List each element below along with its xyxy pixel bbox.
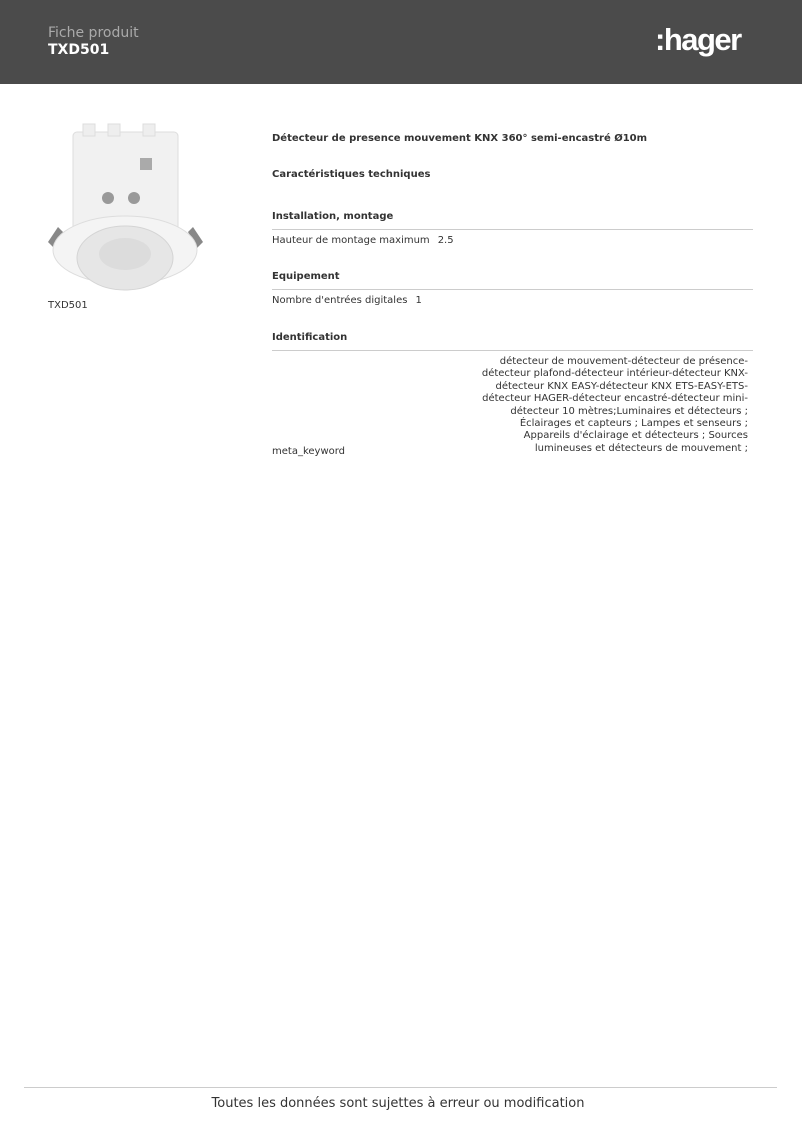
footer-disclaimer: Toutes les données sont sujettes à erreur ou modification: [211, 1096, 585, 1111]
header-title: TXD501: [48, 42, 110, 58]
spec-value: 1: [415, 295, 422, 306]
hager-logo: :hager: [655, 22, 741, 57]
footer-divider: [24, 1087, 777, 1088]
section-title: Installation, montage: [272, 211, 753, 230]
characteristics-heading: Caractéristiques techniques: [272, 169, 431, 180]
image-caption: TXD501: [48, 300, 88, 311]
header: [0, 0, 802, 84]
header-subtitle: Fiche produit: [48, 25, 139, 41]
spec-label: meta_keyword: [272, 446, 346, 457]
section-title: Identification: [272, 332, 753, 351]
spec-label: Hauteur de montage maximum: [272, 235, 430, 246]
spec-value: détecteur de mouvement-détecteur de présence-détecteur plafond-détecteur intérieur-détecteur KNX-détecteur KNX EASY-détecteur KNX ETS-EASY-ETS-détecteur HAGER-détecteur encastré-détecteur mini-détecteur 10 mètres;Luminaires et détecteurs ; Éclairages et capteurs ; Lampes et senseurs ; Appareils d'éclairage et détecteurs ; Sources lumineuses et détecteurs de mouvement ;: [481, 356, 748, 454]
product-name: Détecteur de presence mouvement KNX 360° semi-encastré Ø10m: [272, 133, 648, 144]
section-title: Equipement: [272, 271, 753, 290]
spec-row: [272, 295, 422, 306]
spec-label: Nombre d'entrées digitales: [272, 295, 408, 306]
spec-row: [272, 235, 454, 246]
product-image: [48, 122, 203, 298]
spec-value: 2.5: [437, 235, 454, 246]
